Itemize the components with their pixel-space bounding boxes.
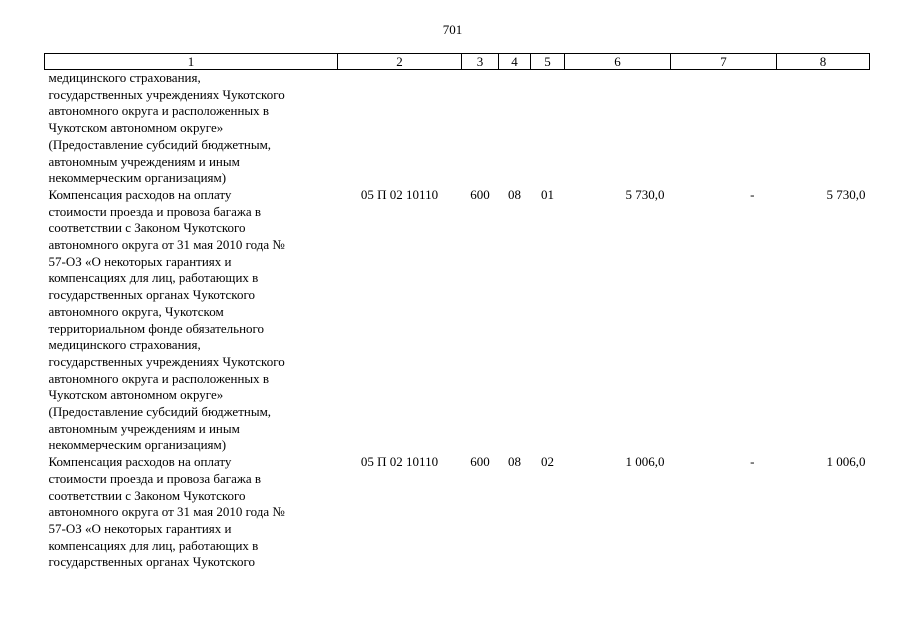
row-rz: 08: [508, 186, 521, 202]
row-vr: 600: [470, 186, 490, 202]
row-description: Компенсация расходов на оплату стоимости проезда и провоза багажа в соответствии с Законом Чукотского автономного округа от 31 мая 2010 года № 57-ОЗ «О некоторых гарантиях и компенсациях для лиц, работающих в государственных органах Чукотского: [48, 454, 285, 570]
row-code: [338, 70, 462, 187]
header-col-4: 4: [499, 54, 531, 70]
row-change: -: [750, 454, 755, 470]
page-number: 701: [442, 22, 463, 37]
header-col-1: 1: [45, 54, 338, 70]
row-rz: [499, 70, 531, 187]
header-col-8: 8: [777, 54, 870, 70]
row-description: Компенсация расходов на оплату стоимости проезда и провоза багажа в соответствии с Законом Чукотского автономного округа от 31 мая 2010 года № 57-ОЗ «О некоторых гарантиях и компенсациях для лиц, работающих в государственных органах Чукотского автономного округа, Чукотском территориальном фонде обязательного медицинского страхования, государственных учреждениях Чукотского автономного округа и расположенных в Чукотском автономном округе» (Предоставление субсидий бюджетным, автономным учреждениям и иным некоммерческим организациям): [48, 186, 285, 453]
row-rz: 08: [508, 454, 521, 470]
row-change: -: [750, 186, 755, 202]
row-total: [777, 70, 870, 187]
row-vr: 600: [470, 454, 490, 470]
row-code: 05 П 02 10110: [360, 186, 439, 202]
row-description: медицинского страхования, государственных учреждениях Чукотского автономного округа и расположенных в Чукотском автономном округе» (Предоставление субсидий бюджетным, автономным учреждениям и иным некоммерческим организациям): [48, 70, 285, 186]
row-pr: [531, 70, 565, 187]
row-total: 1 006,0: [826, 454, 866, 470]
table-body: [45, 70, 870, 572]
row-pr: 02: [541, 454, 554, 470]
table-row: [45, 70, 870, 187]
table-row: [45, 454, 870, 571]
table-row: [45, 187, 870, 454]
table-header: [45, 54, 870, 70]
header-col-3: 3: [462, 54, 499, 70]
row-total: 5 730,0: [826, 186, 866, 202]
row-sum: 1 006,0: [625, 454, 665, 470]
row-code: 05 П 02 10110: [360, 454, 439, 470]
row-sum: [565, 70, 671, 187]
header-col-7: 7: [671, 54, 777, 70]
budget-table: [44, 53, 870, 571]
header-col-6: 6: [565, 54, 671, 70]
row-change: [671, 70, 777, 187]
row-vr: [462, 70, 499, 187]
row-pr: 01: [541, 186, 554, 202]
header-col-5: 5: [531, 54, 565, 70]
row-sum: 5 730,0: [625, 186, 665, 202]
header-col-2: 2: [338, 54, 462, 70]
header-row: [45, 54, 870, 70]
